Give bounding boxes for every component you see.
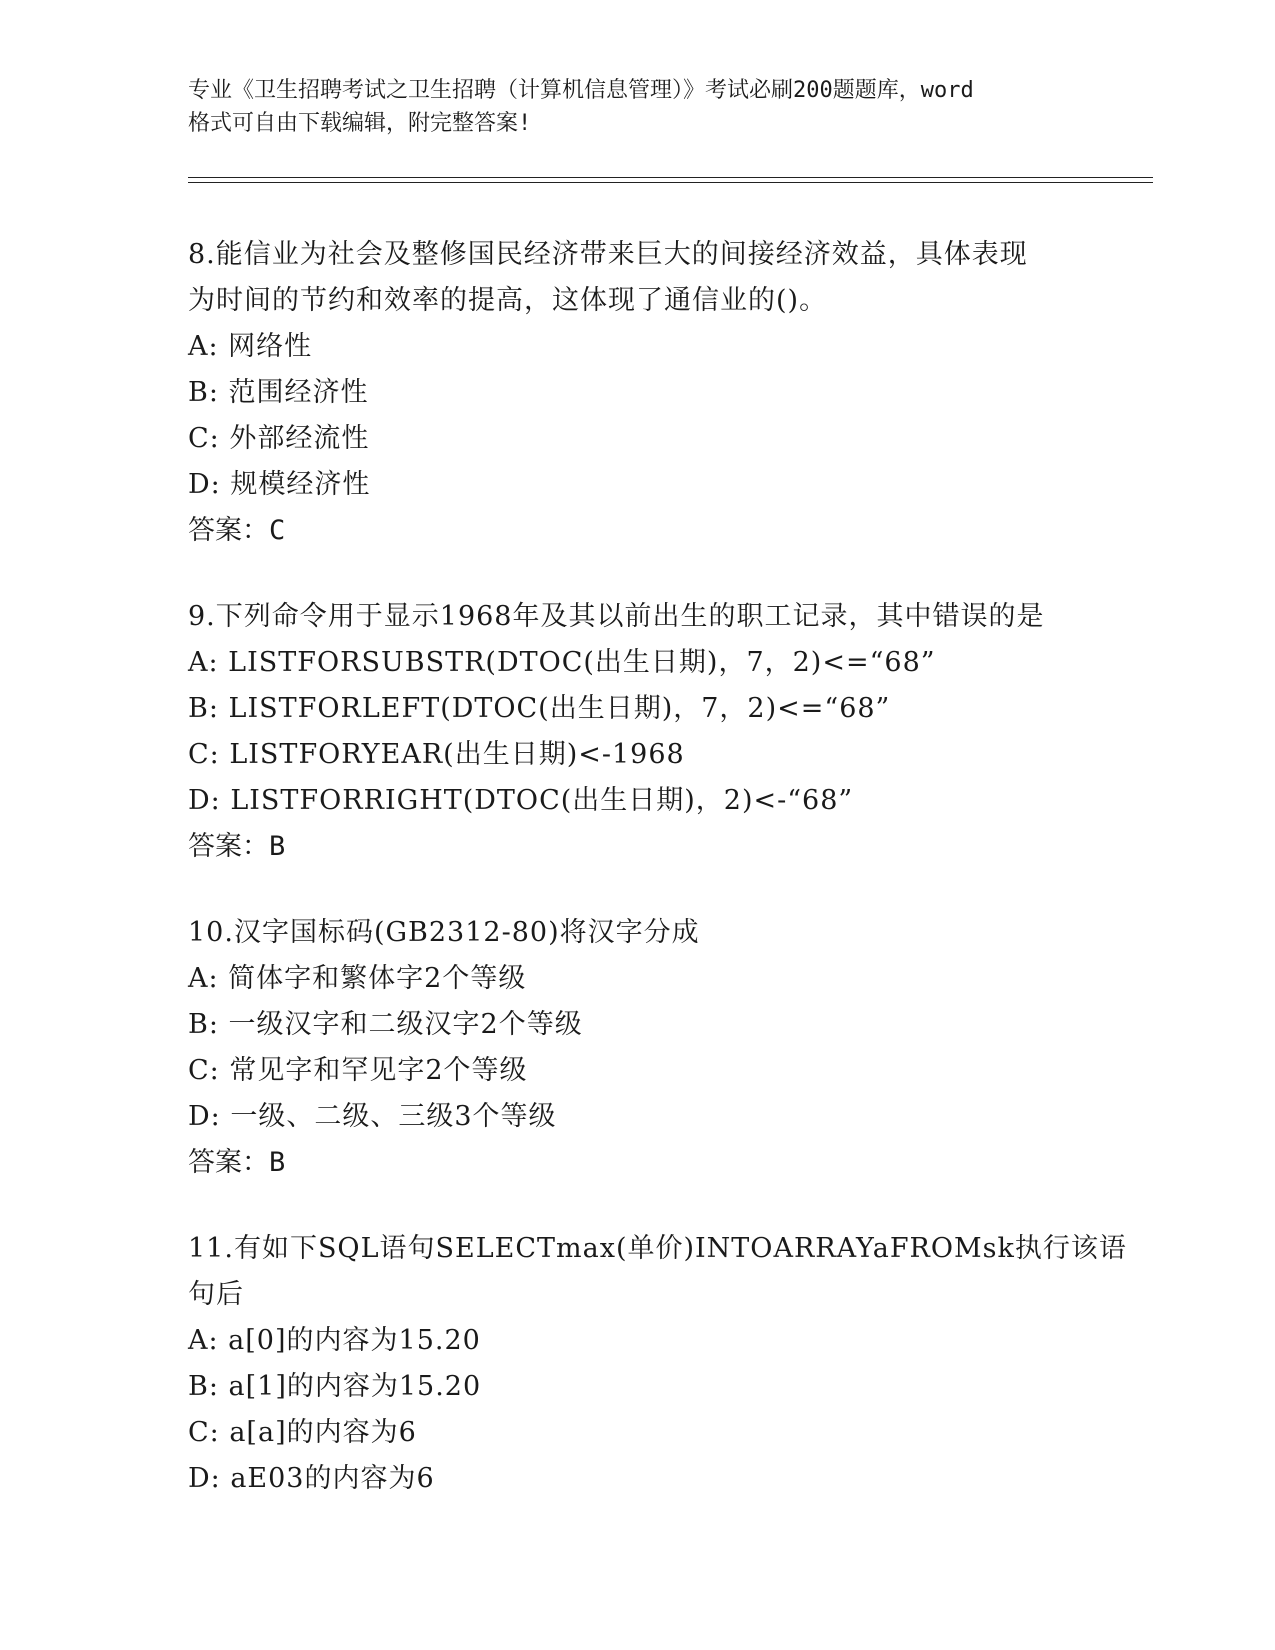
question-text: 11.有如下SQL语句SELECTmax(单价)INTOARRAYaFROMsk执行该语句后 — [188, 1233, 1127, 1310]
option-c: C: a[a]的内容为6 — [188, 1417, 417, 1448]
question-10 — [188, 910, 1148, 1186]
option-c: C: LISTFORYEAR(出生日期)<-1968 — [188, 739, 685, 770]
option-d: D: 一级、二级、三级3个等级 — [188, 1101, 557, 1132]
header-line-2: 格式可自由下载编辑，附完整答案! — [188, 111, 532, 136]
option-c: C: 常见字和罕见字2个等级 — [188, 1055, 528, 1086]
option-d: D: 规模经济性 — [188, 469, 371, 500]
option-a: A: 网络性 — [188, 331, 313, 362]
option-d: D: LISTFORRIGHT(DTOC(出生日期)，2)<-“68” — [188, 785, 854, 816]
question-9 — [188, 594, 1148, 870]
option-b: B: 一级汉字和二级汉字2个等级 — [188, 1009, 583, 1040]
option-d: D: aE03的内容为6 — [188, 1463, 435, 1494]
question-11 — [188, 1226, 1148, 1502]
header-divider-bottom — [188, 182, 1153, 183]
option-c: C: 外部经流性 — [188, 423, 370, 454]
option-b: B: LISTFORLEFT(DTOC(出生日期)，7，2)<=“68” — [188, 693, 891, 724]
option-b: B: a[1]的内容为15.20 — [188, 1371, 482, 1402]
question-text: 8.能信业为社会及整修国民经济带来巨大的间接经济效益，具体表现 — [188, 239, 1028, 270]
option-b: B: 范围经济性 — [188, 377, 369, 408]
answer: 答案：B — [188, 831, 286, 862]
header-divider-top — [188, 177, 1153, 178]
option-a: A: LISTFORSUBSTR(DTOC(出生日期)，7，2)<=“68” — [188, 647, 936, 678]
option-a: A: a[0]的内容为15.20 — [188, 1325, 481, 1356]
header-line-1: 专业《卫生招聘考试之卫生招聘（计算机信息管理）》考试必刷200题题库，word — [188, 78, 974, 103]
question-8 — [188, 232, 1148, 554]
option-a: A: 简体字和繁体字2个等级 — [188, 963, 527, 994]
answer: 答案：B — [188, 1147, 286, 1178]
document-header — [188, 74, 1088, 140]
question-text-continued: 为时间的节约和效率的提高，这体现了通信业的()。 — [188, 285, 828, 316]
answer: 答案：C — [188, 515, 286, 546]
question-text: 10.汉字国标码(GB2312-80)将汉字分成 — [188, 917, 700, 948]
question-list — [188, 232, 1148, 1542]
question-text: 9.下列命令用于显示1968年及其以前出生的职工记录，其中错误的是 — [188, 601, 1045, 632]
